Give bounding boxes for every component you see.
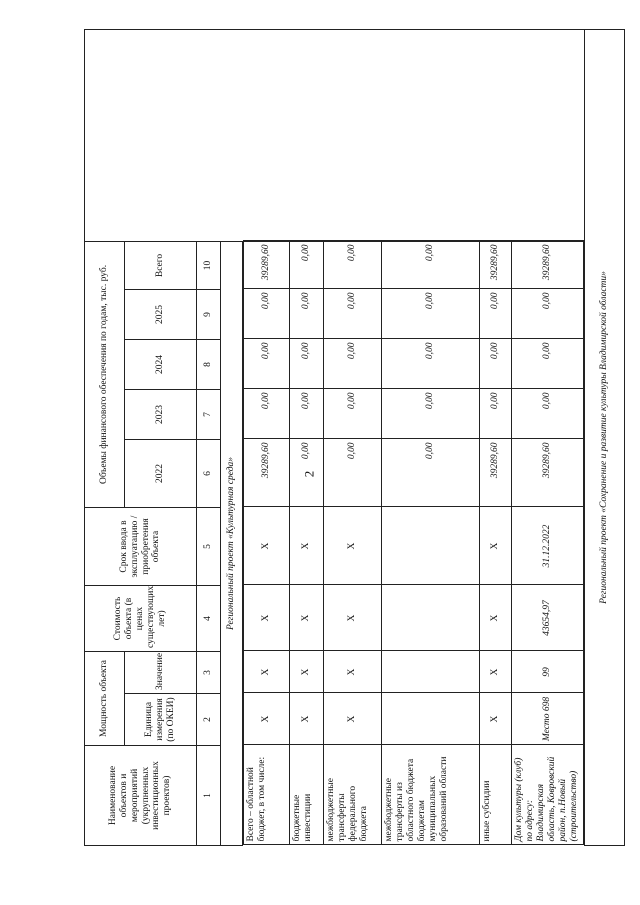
table-container xyxy=(84,30,622,846)
row-unit: Х xyxy=(480,693,512,745)
header-capacity: Мощность объекта xyxy=(85,652,125,746)
row-unit: Х xyxy=(244,693,290,745)
row-total: 0,00 xyxy=(382,241,480,289)
header-year-2023: 2023 xyxy=(125,390,197,440)
header-cost: Стоимость объекта (в ценах существующих лет) xyxy=(85,586,197,652)
empty-area xyxy=(85,29,585,241)
row-value: Х xyxy=(324,651,382,693)
row-name: Дом культуры (клуб) по адресу: Владимирская область, Ковровский район, п.Новый (строительство) xyxy=(512,745,584,845)
table-row xyxy=(512,241,584,845)
row-term xyxy=(382,507,480,585)
row-total: 39289,60 xyxy=(244,241,290,289)
row-value: Х xyxy=(480,651,512,693)
header-unit: Единица измерения (по ОКЕИ) xyxy=(125,694,197,746)
header-year-2025: 2025 xyxy=(125,290,197,340)
row-2024: 0,00 xyxy=(382,339,480,389)
row-2023: 0,00 xyxy=(480,389,512,439)
row-2024: 0,00 xyxy=(480,339,512,389)
row-2022: 39289,60 xyxy=(480,439,512,507)
row-name: межбюджетные трансферты из областного бюджета бюджетам муниципальных образований области xyxy=(382,745,480,845)
row-2023: 0,00 xyxy=(324,389,382,439)
table-row xyxy=(480,241,512,845)
section-row-2 xyxy=(585,29,625,845)
section-title: Региональный проект «Культурная среда» xyxy=(221,241,243,845)
table-row xyxy=(324,241,382,845)
row-term: Х xyxy=(290,507,324,585)
row-value: 99 xyxy=(512,651,584,693)
row-2022: 0,00 xyxy=(324,439,382,507)
row-2023: 0,00 xyxy=(512,389,584,439)
row-2022: 39289,60 xyxy=(244,439,290,507)
col-number: 9 xyxy=(197,290,221,340)
header-value: Значение xyxy=(125,652,197,694)
row-term: Х xyxy=(480,507,512,585)
col-number: 3 xyxy=(197,652,221,694)
row-value xyxy=(382,651,480,693)
row-2025: 0,00 xyxy=(512,289,584,339)
row-term: Х xyxy=(324,507,382,585)
row-unit xyxy=(382,693,480,745)
header-row-1 xyxy=(85,29,125,845)
row-total: 0,00 xyxy=(290,241,324,289)
col-number: 6 xyxy=(197,440,221,508)
col-number: 4 xyxy=(197,586,221,652)
row-2024: 0,00 xyxy=(512,339,584,389)
row-total: 39289,60 xyxy=(512,241,584,289)
row-term: 31.12.2022 xyxy=(512,507,584,585)
row-2025: 0,00 xyxy=(244,289,290,339)
row-name: бюджетные инвестиции xyxy=(290,745,324,845)
section-title-2: Региональный проект «Сохранение и развитие культуры Владимирской области» xyxy=(585,29,625,845)
row-unit: Х xyxy=(290,693,324,745)
row-value: Х xyxy=(244,651,290,693)
col-number: 8 xyxy=(197,340,221,390)
row-cost: Х xyxy=(290,585,324,651)
row-cost xyxy=(382,585,480,651)
row-2023: 0,00 xyxy=(290,389,324,439)
row-2023: 0,00 xyxy=(382,389,480,439)
col-number: 1 xyxy=(197,746,221,846)
table-row xyxy=(290,241,324,845)
investment-table xyxy=(84,29,625,846)
row-term: Х xyxy=(244,507,290,585)
table-row xyxy=(382,241,480,845)
row-unit: Место 698 xyxy=(512,693,584,745)
row-2025: 0,00 xyxy=(382,289,480,339)
col-number: 5 xyxy=(197,508,221,586)
row-total: 0,00 xyxy=(324,241,382,289)
row-2023: 0,00 xyxy=(244,389,290,439)
rotated-table-area xyxy=(84,30,622,846)
row-2024: 0,00 xyxy=(244,339,290,389)
header-name: Наименование объектов и мероприятий (укрупненных инвестиционных проектов) xyxy=(85,746,197,846)
table-row xyxy=(244,241,290,845)
header-year-2024: 2024 xyxy=(125,340,197,390)
col-number: 7 xyxy=(197,390,221,440)
data-table xyxy=(243,241,584,846)
row-cost: Х xyxy=(324,585,382,651)
row-2025: 0,00 xyxy=(480,289,512,339)
row-cost: 43654,97 xyxy=(512,585,584,651)
row-total: 39289,60 xyxy=(480,241,512,289)
col-number: 2 xyxy=(197,694,221,746)
row-cost: Х xyxy=(480,585,512,651)
row-2024: 0,00 xyxy=(290,339,324,389)
page-number: 2 xyxy=(301,470,317,478)
row-name: иные субсидии xyxy=(480,745,512,845)
row-name: Всего – областной бюджет, в том числе: xyxy=(244,745,290,845)
col-number: 10 xyxy=(197,241,221,289)
row-value: Х xyxy=(290,651,324,693)
row-2022: 0,00 xyxy=(382,439,480,507)
header-funding: Объемы финансового обеспечения по годам, тыс. руб. xyxy=(85,241,125,507)
data-rows-cell xyxy=(243,241,585,845)
row-name: межбюджетные трансферты федерального бюджета xyxy=(324,745,382,845)
row-2025: 0,00 xyxy=(290,289,324,339)
row-2025: 0,00 xyxy=(324,289,382,339)
row-2022: 0,00 xyxy=(290,439,324,507)
row-cost: Х xyxy=(244,585,290,651)
header-total: Всего xyxy=(125,241,197,289)
row-unit: Х xyxy=(324,693,382,745)
header-year-2022: 2022 xyxy=(125,440,197,508)
row-2022: 39289,60 xyxy=(512,439,584,507)
row-2024: 0,00 xyxy=(324,339,382,389)
header-term: Срок ввода в эксплуатацию / приобретения объекта xyxy=(85,508,197,586)
